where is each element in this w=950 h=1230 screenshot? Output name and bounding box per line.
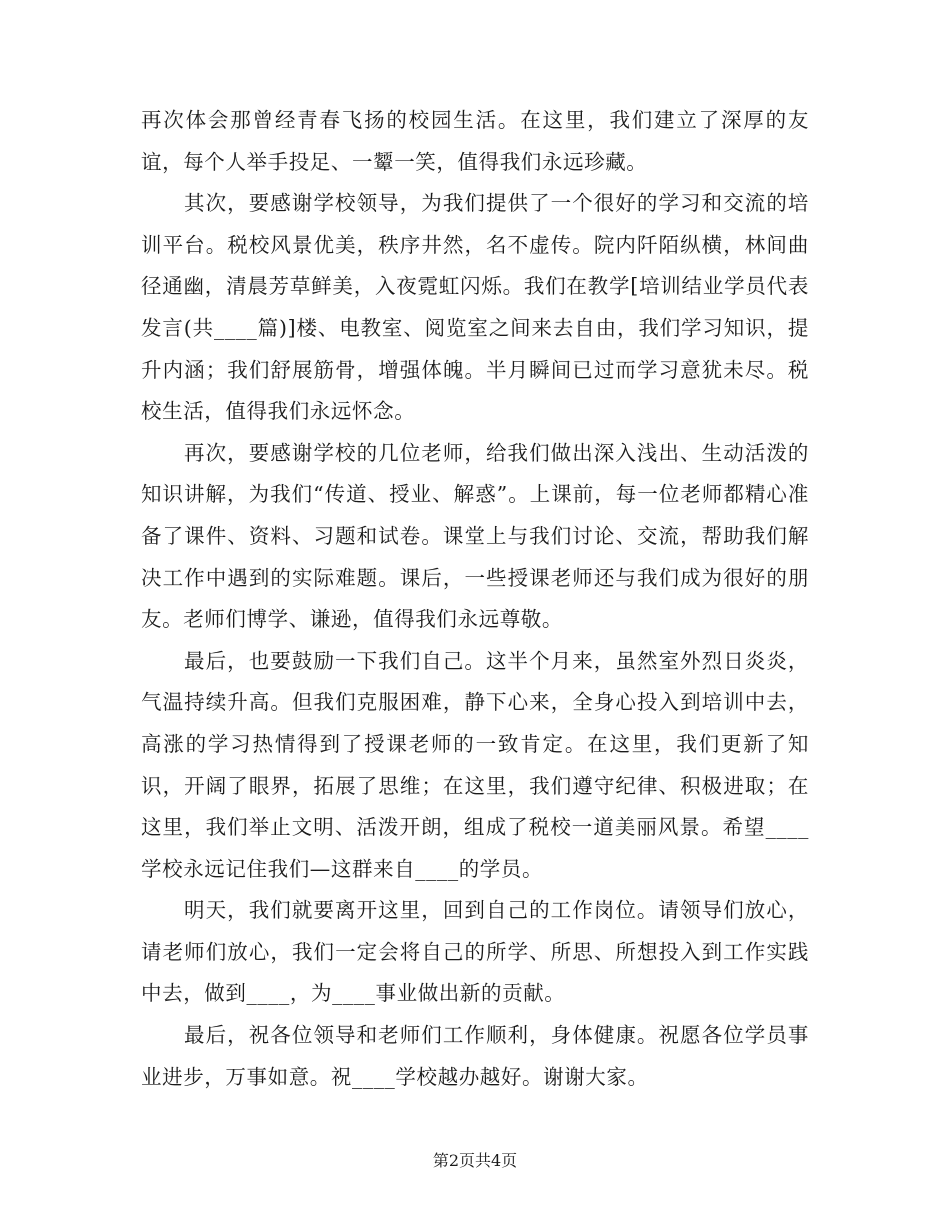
paragraph-5: 明天，我们就要离开这里，回到自己的工作岗位。请领导们放心，请老师们放心，我们一定会将自己的所学、所思、所想投入到工作实践中去，做到____，为____事业做出新的贡献。	[141, 898, 809, 1006]
paragraph-2: 其次，要感谢学校领导，为我们提供了一个很好的学习和交流的培训平台。税校风景优美，秩序井然，名不虚传。院内阡陌纵横，林间曲径通幽，清晨芳草鲜美，入夜霓虹闪烁。我们在教学[培训结业学员代表发言(共____篇)]楼、电教室、阅览室之间来去自由，我们学习知识，提升内涵；我们舒展筋骨，增强体魄。半月瞬间已过而学习意犹未尽。税校生活，值得我们永远怀念。	[141, 191, 809, 424]
page-number-footer: 第2页共4页	[432, 1151, 518, 1170]
document-body	[141, 100, 809, 1098]
paragraph-1: 再次体会那曾经青春飞扬的校园生活。在这里，我们建立了深厚的友谊，每个人举手投足、一颦一笑，值得我们永远珍藏。	[141, 108, 809, 174]
paragraph-4: 最后，也要鼓励一下我们自己。这半个月来，虽然室外烈日炎炎，气温持续升高。但我们克服困难，静下心来，全身心投入到培训中去，高涨的学习热情得到了授课老师的一致肯定。在这里，我们更新了知识，开阔了眼界，拓展了思维；在这里，我们遵守纪律、积极进取；在这里，我们举止文明、活泼开朗，组成了税校一道美丽风景。希望____学校永远记住我们—这群来自____的学员。	[141, 648, 809, 881]
paragraph-6: 最后，祝各位领导和老师们工作顺利，身体健康。祝愿各位学员事业进步，万事如意。祝____学校越办越好。谢谢大家。	[141, 1023, 809, 1089]
paragraph-3: 再次，要感谢学校的几位老师，给我们做出深入浅出、生动活泼的知识讲解，为我们“传道、授业、解惑”。上课前，每一位老师都精心准备了课件、资料、习题和试卷。课堂上与我们讨论、交流，帮助我们解决工作中遇到的实际难题。课后，一些授课老师还与我们成为很好的朋友。老师们博学、谦逊，值得我们永远尊敬。	[141, 440, 809, 632]
